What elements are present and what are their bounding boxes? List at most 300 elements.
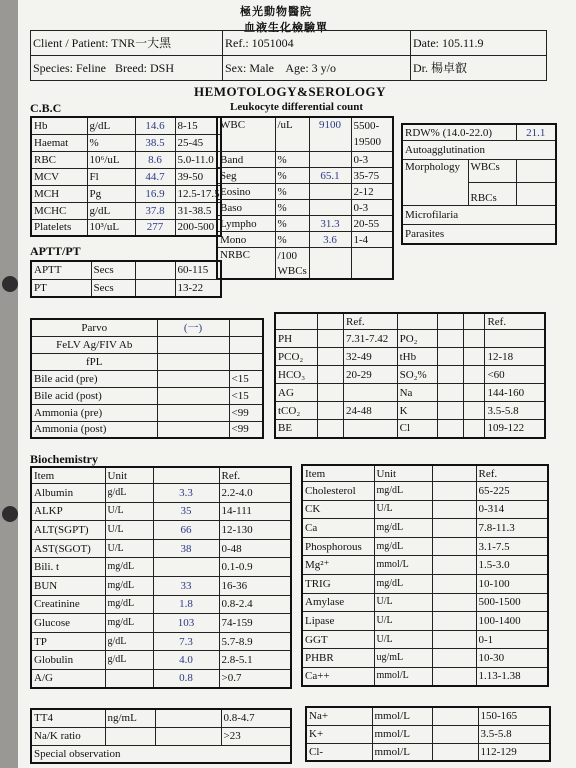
biochem-row bbox=[31, 595, 291, 614]
bio-left-item-header: Item bbox=[31, 467, 105, 484]
leuko-ref: 0-3 bbox=[351, 152, 393, 168]
serology-item: Bile acid (pre) bbox=[31, 370, 157, 387]
gas-ref bbox=[344, 384, 398, 402]
biochem-value bbox=[432, 667, 476, 686]
leuko-unit: % bbox=[275, 168, 309, 184]
bottom-left-row bbox=[31, 745, 291, 763]
leuko-item: Lympho bbox=[217, 216, 275, 232]
serology-row bbox=[31, 336, 263, 353]
cbc-item: Platelets bbox=[31, 219, 87, 236]
biochem-value bbox=[432, 537, 476, 556]
gas-row bbox=[275, 420, 545, 438]
biochem-row bbox=[31, 558, 291, 577]
wbcs-label: WBCs bbox=[468, 160, 516, 183]
cbc-ref: 25-45 bbox=[175, 134, 221, 151]
leuko-item: Band bbox=[217, 152, 275, 168]
biochem-ref: 1.13-1.38 bbox=[476, 667, 548, 686]
biochem-value: 0.8 bbox=[153, 669, 219, 688]
gas-value bbox=[318, 384, 344, 402]
biochem-left-table bbox=[30, 466, 292, 689]
serology-value bbox=[157, 353, 229, 370]
gas-value bbox=[438, 384, 464, 402]
bio-right-ref-header: Ref. bbox=[476, 465, 548, 482]
nrbc-label: NRBC bbox=[217, 248, 275, 280]
gas-ref: 24-48 bbox=[344, 402, 398, 420]
bottom-item: Special observation bbox=[31, 745, 291, 763]
wbc-label: WBC bbox=[217, 117, 275, 152]
cbc-ref: 200-500 bbox=[175, 219, 221, 236]
dr-cell: Dr. 楊卓叡 bbox=[411, 56, 547, 81]
biochem-row bbox=[31, 632, 291, 651]
cbc-row bbox=[31, 134, 221, 151]
leuko-value bbox=[309, 184, 351, 200]
leuko-unit: % bbox=[275, 152, 309, 168]
morphology-label: Morphology bbox=[402, 160, 468, 206]
biochem-item: TRIG bbox=[302, 574, 374, 593]
gas-row bbox=[275, 348, 545, 366]
cbc-row bbox=[31, 117, 221, 134]
biochem-value: 3.3 bbox=[153, 484, 219, 503]
biochem-item: Ca bbox=[302, 519, 374, 538]
leuko-row bbox=[217, 232, 393, 248]
bottom-item: Na/K ratio bbox=[31, 727, 105, 745]
serology-value bbox=[157, 387, 229, 404]
serology-row bbox=[31, 370, 263, 387]
serology-value bbox=[157, 370, 229, 387]
cbc-value: 16.9 bbox=[135, 185, 175, 202]
biochem-ref: 100-1400 bbox=[476, 612, 548, 631]
biochem-row bbox=[302, 537, 548, 556]
biochem-ref: 1.5-3.0 bbox=[476, 556, 548, 575]
leuko-unit: % bbox=[275, 232, 309, 248]
biochem-item: GGT bbox=[302, 630, 374, 649]
biochem-unit: mg/dL bbox=[105, 595, 153, 614]
rdw-label: RDW% (14.0-22.0) bbox=[402, 124, 516, 141]
gas-value bbox=[438, 420, 464, 438]
gas-item: PO₂ bbox=[397, 330, 438, 348]
bottom-item: TT4 bbox=[31, 709, 105, 727]
bottom-unit: mmol/L bbox=[372, 743, 432, 761]
biochem-row bbox=[302, 593, 548, 612]
cbc-row bbox=[31, 185, 221, 202]
aptt-ref: 13-22 bbox=[175, 279, 221, 297]
serology-item: fPL bbox=[31, 353, 157, 370]
biochem-ref: 0-1 bbox=[476, 630, 548, 649]
biochem-ref: 7.8-11.3 bbox=[476, 519, 548, 538]
biochem-row bbox=[302, 630, 548, 649]
biochem-item: Phosphorous bbox=[302, 537, 374, 556]
serology-item: Ammonia (pre) bbox=[31, 404, 157, 421]
cbc-row bbox=[31, 151, 221, 168]
species-cell: Species: Feline Breed: DSH bbox=[31, 56, 223, 81]
serology-value: (一) bbox=[157, 319, 229, 336]
leuko-unit: % bbox=[275, 216, 309, 232]
biochem-value bbox=[432, 482, 476, 501]
leuko-row bbox=[217, 152, 393, 168]
cbc-unit: Pg bbox=[87, 185, 135, 202]
ref-cell: Ref.: 1051004 bbox=[223, 31, 411, 56]
gas-ref: 32-49 bbox=[344, 348, 398, 366]
leuko-ref: 0-3 bbox=[351, 200, 393, 216]
bottom-item: K+ bbox=[306, 725, 372, 743]
report-paper bbox=[18, 0, 576, 768]
binder-hole-bottom bbox=[2, 506, 18, 522]
biochem-value: 4.0 bbox=[153, 651, 219, 670]
biochem-item: AST(SGOT) bbox=[31, 539, 105, 558]
biochem-value: 66 bbox=[153, 521, 219, 540]
aptt-table bbox=[30, 260, 222, 298]
leuko-item: Mono bbox=[217, 232, 275, 248]
biochem-ref: 2.2-4.0 bbox=[219, 484, 291, 503]
cbc-unit: g/dL bbox=[87, 202, 135, 219]
gas-row bbox=[275, 402, 545, 420]
biochem-item: Creatinine bbox=[31, 595, 105, 614]
leuko-table bbox=[216, 116, 394, 280]
cbc-unit: 10³/uL bbox=[87, 219, 135, 236]
cbc-unit: 10⁶/uL bbox=[87, 151, 135, 168]
biochem-ref: 5.7-8.9 bbox=[219, 632, 291, 651]
parasites-label: Parasites bbox=[402, 225, 556, 245]
biochem-row bbox=[31, 502, 291, 521]
bottom-right-row bbox=[306, 725, 550, 743]
serology-row bbox=[31, 421, 263, 438]
biochem-unit: mg/dL bbox=[374, 519, 432, 538]
cbc-ref: 39-50 bbox=[175, 168, 221, 185]
bottom-value bbox=[432, 743, 478, 761]
biochem-row bbox=[302, 612, 548, 631]
biochem-unit: U/L bbox=[105, 539, 153, 558]
biochem-item: Glucose bbox=[31, 614, 105, 633]
aptt-row bbox=[31, 279, 221, 297]
biochem-value bbox=[432, 500, 476, 519]
microfilaria-label: Microfilaria bbox=[402, 206, 556, 225]
gas-item: tCO₂ bbox=[275, 402, 318, 420]
serology-ref bbox=[229, 353, 263, 370]
biochem-unit: g/dL bbox=[105, 484, 153, 503]
aptt-unit: Secs bbox=[91, 279, 135, 297]
biochem-unit: U/L bbox=[374, 500, 432, 519]
biochem-value: 38 bbox=[153, 539, 219, 558]
serology-value bbox=[157, 336, 229, 353]
serology-ref: <99 bbox=[229, 404, 263, 421]
biochem-ref: 0-314 bbox=[476, 500, 548, 519]
biochem-item: Cholesterol bbox=[302, 482, 374, 501]
bottom-left-table bbox=[30, 708, 292, 764]
leuko-row bbox=[217, 168, 393, 184]
biochem-ref: 2.8-5.1 bbox=[219, 651, 291, 670]
cbc-value: 44.7 bbox=[135, 168, 175, 185]
biochem-item: Albumin bbox=[31, 484, 105, 503]
leuko-value: 3.6 bbox=[309, 232, 351, 248]
biochem-item: CK bbox=[302, 500, 374, 519]
biochem-unit: mg/dL bbox=[374, 537, 432, 556]
gas-value bbox=[464, 366, 485, 384]
gas-value bbox=[318, 420, 344, 438]
bio-left-unit-header: Unit bbox=[105, 467, 153, 484]
biochem-unit: mg/dL bbox=[374, 574, 432, 593]
aptt-ref: 60-115 bbox=[175, 261, 221, 279]
biochem-item: Amylase bbox=[302, 593, 374, 612]
cbc-unit: % bbox=[87, 134, 135, 151]
aptt-row bbox=[31, 261, 221, 279]
nrbc-unit-1: /100 bbox=[275, 248, 309, 264]
gas-ref-header-2: Ref. bbox=[485, 313, 545, 330]
biochem-row bbox=[302, 500, 548, 519]
bottom-value bbox=[432, 707, 478, 725]
cbc-ref: 8-15 bbox=[175, 117, 221, 134]
bottom-item: Cl- bbox=[306, 743, 372, 761]
bottom-left-row bbox=[31, 709, 291, 727]
bottom-unit: mmol/L bbox=[372, 725, 432, 743]
leuko-value: 65.1 bbox=[309, 168, 351, 184]
cbc-ref: 5.0-11.0 bbox=[175, 151, 221, 168]
biochem-row bbox=[302, 519, 548, 538]
bottom-ref: 112-129 bbox=[478, 743, 550, 761]
aptt-title: APTT/PT bbox=[30, 244, 81, 258]
gas-value bbox=[318, 402, 344, 420]
gas-value bbox=[318, 366, 344, 384]
bio-left-ref-header: Ref. bbox=[219, 467, 291, 484]
gas-value bbox=[318, 348, 344, 366]
biochem-ref: 0.8-2.4 bbox=[219, 595, 291, 614]
leuko-row bbox=[217, 184, 393, 200]
gas-ref: <60 bbox=[485, 366, 545, 384]
biochem-value bbox=[432, 574, 476, 593]
bottom-ref: 0.8-4.7 bbox=[221, 709, 291, 727]
biochem-unit: mmol/L bbox=[374, 556, 432, 575]
biochem-row bbox=[31, 651, 291, 670]
biochem-row bbox=[302, 482, 548, 501]
bottom-unit: ng/mL bbox=[105, 709, 155, 727]
section-title-hematology: HEMOTOLOGY&SEROLOGY bbox=[194, 84, 387, 99]
biochem-row bbox=[31, 614, 291, 633]
aptt-item: APTT bbox=[31, 261, 91, 279]
bio-right-item-header: Item bbox=[302, 465, 374, 482]
biochem-unit: mmol/L bbox=[374, 667, 432, 686]
serology-ref: <99 bbox=[229, 421, 263, 438]
biochem-ref: 16-36 bbox=[219, 576, 291, 595]
cbc-value: 8.6 bbox=[135, 151, 175, 168]
biochem-unit: U/L bbox=[374, 630, 432, 649]
leuko-ref: 20-55 bbox=[351, 216, 393, 232]
cbc-item: Hb bbox=[31, 117, 87, 134]
biochem-ref: 500-1500 bbox=[476, 593, 548, 612]
cbc-value: 14.6 bbox=[135, 117, 175, 134]
serology-table bbox=[30, 318, 264, 439]
bottom-value bbox=[432, 725, 478, 743]
gas-item: HCO₃ bbox=[275, 366, 318, 384]
leuko-ref: 35-75 bbox=[351, 168, 393, 184]
leuko-item: Eosino bbox=[217, 184, 275, 200]
leuko-row bbox=[217, 200, 393, 216]
biochem-row bbox=[302, 667, 548, 686]
gas-value bbox=[464, 420, 485, 438]
wbc-value: 9100 bbox=[309, 117, 351, 152]
gas-item: SO₂% bbox=[397, 366, 438, 384]
bottom-left-row bbox=[31, 727, 291, 745]
aptt-value bbox=[135, 279, 175, 297]
biochem-value: 7.3 bbox=[153, 632, 219, 651]
gas-row bbox=[275, 384, 545, 402]
serology-ref bbox=[229, 319, 263, 336]
gas-item: PCO₂ bbox=[275, 348, 318, 366]
biochem-item: TP bbox=[31, 632, 105, 651]
cbc-value: 37.8 bbox=[135, 202, 175, 219]
bottom-ref: 3.5-5.8 bbox=[478, 725, 550, 743]
gas-item: Na bbox=[397, 384, 438, 402]
leuko-value: 31.3 bbox=[309, 216, 351, 232]
biochem-item: ALKP bbox=[31, 502, 105, 521]
biochem-unit: g/dL bbox=[105, 632, 153, 651]
sex-cell: Sex: Male Age: 3 y/o bbox=[223, 56, 411, 81]
gas-row bbox=[275, 330, 545, 348]
biochem-ref: 0.1-0.9 bbox=[219, 558, 291, 577]
leuko-value bbox=[309, 200, 351, 216]
leuko-unit: % bbox=[275, 184, 309, 200]
biochem-value: 103 bbox=[153, 614, 219, 633]
biochem-item: Ca++ bbox=[302, 667, 374, 686]
cbc-unit: Fl bbox=[87, 168, 135, 185]
serology-row bbox=[31, 319, 263, 336]
bottom-unit: mmol/L bbox=[372, 707, 432, 725]
biochem-value bbox=[432, 556, 476, 575]
gas-item: tHb bbox=[397, 348, 438, 366]
cbc-item: Haemat bbox=[31, 134, 87, 151]
biochem-row bbox=[31, 539, 291, 558]
autoagg-label: Autoagglutination bbox=[402, 141, 556, 160]
date-cell: Date: 105.11.9 bbox=[411, 31, 547, 56]
gas-value bbox=[464, 384, 485, 402]
serology-row bbox=[31, 353, 263, 370]
hospital-name: 極光動物醫院 bbox=[240, 5, 312, 18]
leuko-value bbox=[309, 152, 351, 168]
blood-gas-table bbox=[274, 312, 546, 439]
aptt-unit: Secs bbox=[91, 261, 135, 279]
cbc-item: MCV bbox=[31, 168, 87, 185]
client-cell: Client / Patient: TNR一大黑 bbox=[31, 31, 223, 56]
gas-value bbox=[464, 330, 485, 348]
serology-value bbox=[157, 404, 229, 421]
biochem-value: 33 bbox=[153, 576, 219, 595]
biochem-unit: U/L bbox=[105, 521, 153, 540]
rbcs-label: RBCs bbox=[468, 183, 516, 206]
biochem-row bbox=[302, 649, 548, 668]
serology-row bbox=[31, 387, 263, 404]
biochem-value bbox=[432, 649, 476, 668]
leuko-item: Seg bbox=[217, 168, 275, 184]
serology-item: Bile acid (post) bbox=[31, 387, 157, 404]
gas-item: BE bbox=[275, 420, 318, 438]
gas-item: AG bbox=[275, 384, 318, 402]
cbc-value: 277 bbox=[135, 219, 175, 236]
serology-row bbox=[31, 404, 263, 421]
wbc-ref-2: 19500 bbox=[351, 133, 393, 152]
biochem-ref: 0-48 bbox=[219, 539, 291, 558]
wbc-unit: /uL bbox=[275, 117, 309, 152]
gas-value bbox=[464, 348, 485, 366]
biochem-row bbox=[302, 556, 548, 575]
gas-value bbox=[438, 348, 464, 366]
cbc-row bbox=[31, 219, 221, 236]
gas-ref: 144-160 bbox=[485, 384, 545, 402]
biochem-value bbox=[432, 593, 476, 612]
leuko-ref: 2-12 bbox=[351, 184, 393, 200]
serology-item: Parvo bbox=[31, 319, 157, 336]
serology-ref: <15 bbox=[229, 370, 263, 387]
biochem-item: PHBR bbox=[302, 649, 374, 668]
bottom-value bbox=[155, 727, 221, 745]
biochem-ref: 65-225 bbox=[476, 482, 548, 501]
biochem-unit: U/L bbox=[374, 593, 432, 612]
bottom-right-table bbox=[305, 706, 551, 762]
gas-ref: 109-122 bbox=[485, 420, 545, 438]
leuko-unit: % bbox=[275, 200, 309, 216]
biochem-ref: 14-111 bbox=[219, 502, 291, 521]
biochem-ref: 3.1-7.5 bbox=[476, 537, 548, 556]
biochem-right-table bbox=[301, 464, 549, 687]
gas-value bbox=[438, 366, 464, 384]
cbc-ref: 12.5-17.5 bbox=[175, 185, 221, 202]
rdw-table bbox=[401, 123, 557, 245]
gas-ref: 12-18 bbox=[485, 348, 545, 366]
biochem-value bbox=[153, 558, 219, 577]
bottom-ref: >23 bbox=[221, 727, 291, 745]
biochem-item: Lipase bbox=[302, 612, 374, 631]
leuko-row bbox=[217, 216, 393, 232]
biochem-row bbox=[302, 574, 548, 593]
cbc-unit: g/dL bbox=[87, 117, 135, 134]
cbc-ref: 31-38.5 bbox=[175, 202, 221, 219]
leuko-title: Leukocyte differential count bbox=[230, 101, 364, 113]
gas-value bbox=[464, 402, 485, 420]
cbc-row bbox=[31, 168, 221, 185]
biochem-value bbox=[432, 630, 476, 649]
biochem-unit: ug/mL bbox=[374, 649, 432, 668]
biochem-item: A/G bbox=[31, 669, 105, 688]
biochem-unit: mg/dL bbox=[105, 558, 153, 577]
biochem-unit bbox=[105, 669, 153, 688]
serology-value bbox=[157, 421, 229, 438]
bottom-right-row bbox=[306, 743, 550, 761]
serology-ref bbox=[229, 336, 263, 353]
cbc-title: C.B.C bbox=[30, 101, 62, 115]
gas-ref-header-1: Ref. bbox=[344, 313, 398, 330]
gas-value bbox=[318, 330, 344, 348]
biochem-row bbox=[31, 576, 291, 595]
biochem-item: ALT(SGPT) bbox=[31, 521, 105, 540]
patient-info-table bbox=[30, 30, 547, 81]
leuko-ref: 1-4 bbox=[351, 232, 393, 248]
gas-ref: 7.31-7.42 bbox=[344, 330, 398, 348]
biochem-item: Mg²⁺ bbox=[302, 556, 374, 575]
bottom-ref: 150-165 bbox=[478, 707, 550, 725]
biochem-unit: mg/dL bbox=[105, 614, 153, 633]
gas-ref: 20-29 bbox=[344, 366, 398, 384]
cbc-item: MCH bbox=[31, 185, 87, 202]
biochem-item: Globulin bbox=[31, 651, 105, 670]
gas-item: PH bbox=[275, 330, 318, 348]
biochem-item: Bili. t bbox=[31, 558, 105, 577]
biochem-value: 1.8 bbox=[153, 595, 219, 614]
biochem-value bbox=[432, 612, 476, 631]
gas-row bbox=[275, 366, 545, 384]
biochem-row bbox=[31, 484, 291, 503]
biochem-value: 35 bbox=[153, 502, 219, 521]
bottom-item: Na+ bbox=[306, 707, 372, 725]
gas-value bbox=[438, 330, 464, 348]
serology-item: Ammonia (post) bbox=[31, 421, 157, 438]
rdw-value: 21.1 bbox=[516, 124, 556, 141]
